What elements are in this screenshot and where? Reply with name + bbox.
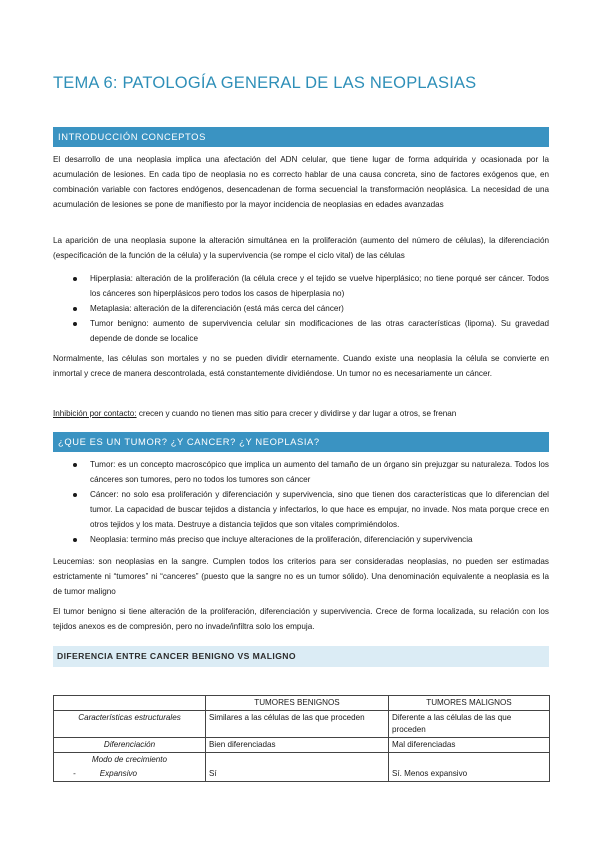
comparison-table: [53, 695, 550, 782]
section-heading-diferencia: DIFERENCIA ENTRE CANCER BENIGNO VS MALIGNO: [53, 646, 549, 667]
table-row-label: [54, 753, 206, 782]
table-cell: Mal diferenciadas: [389, 738, 550, 753]
document-title: TEMA 6: PATOLOGÍA GENERAL DE LAS NEOPLASIAS: [53, 74, 477, 92]
table-row-label: Características estructurales: [54, 711, 206, 738]
list-item: Hiperplasia: alteración de la proliferación (la célula crece y el tejido se vuelve hiperplásico; no tiene porqué ser cáncer. Todos los cánceres son hiperplásicos pero todos los casos de hiperplasia no): [53, 272, 549, 302]
intro-paragraph-4: Inhibición por contacto: crecen y cuando no tienen mas sitio para crecer y dividirse y dar lugar a otros, se frenan: [53, 409, 457, 418]
bullet-icon: [73, 322, 77, 326]
table-header-row: [54, 696, 550, 711]
table-row: [54, 711, 550, 738]
list-item: Tumor: es un concepto macroscópico que implica un aumento del tamaño de un órgano sin prejuzgar su naturaleza. Todos los cánceres son tumores, pero no todos los tumores son cáncer: [53, 458, 549, 488]
table-cell: Bien diferenciadas: [206, 738, 389, 753]
list-item: Neoplasia: termino más preciso que incluye alteraciones de la proliferación, diferenciación y supervivencia: [53, 533, 549, 548]
que-es-bullet-list: [53, 458, 549, 547]
table-cell: Sí: [206, 753, 389, 782]
intro-paragraph-2: La aparición de una neoplasia supone la alteración simultánea en la proliferación (aumento del número de células), la diferenciación (especificación de la función de la célula) y la supervivencia (se rompe el ciclo vital) de las células: [53, 236, 549, 260]
table-row-label-main: Modo de crecimiento: [91, 755, 168, 764]
list-item: Metaplasia: alteración de la diferenciación (está más cerca del cáncer): [53, 302, 549, 317]
dash-marker: -: [73, 769, 76, 778]
bullet-icon: [73, 307, 77, 311]
que-es-paragraph-2: El tumor benigno si tiene alteración de la proliferación, diferenciación y supervivencia. Crece de forma localizada, su relación con los tejidos anexos es de compresión, pero no invade/infiltra solo los empuja.: [53, 607, 549, 631]
section-heading-intro: INTRODUCCIÓN CONCEPTOS: [53, 127, 549, 147]
table-cell: Similares a las células de las que proceden: [206, 711, 389, 738]
list-item: Tumor benigno: aumento de supervivencia celular sin modificaciones de las otras características (lipoma). Su gravedad depende de donde se localice: [53, 317, 549, 347]
bullet-icon: [73, 493, 77, 497]
table-cell: Sí. Menos expansivo: [389, 753, 550, 782]
bullet-icon: [73, 277, 77, 281]
bullet-icon: [73, 463, 77, 467]
section-heading-que-es: ¿QUE ES UN TUMOR? ¿Y CANCER? ¿Y NEOPLASIA?: [53, 432, 549, 452]
bullet-icon: [73, 538, 77, 542]
table-row-label: Diferenciación: [54, 738, 206, 753]
intro-paragraph-3: Normalmente, las células son mortales y no se pueden dividir eternamente. Cuando existe una neoplasia la célula se convierte en inmortal y crece de manera descontrolada, está constantemente dividiéndose. Un tumor no es necesariamente un cáncer.: [53, 354, 549, 378]
intro-paragraph-1: El desarrollo de una neoplasia implica una afectación del ADN celular, que tiene lugar de forma adquirida y ocasionada por la acumulación de lesiones. En cada tipo de neoplasia no es correcto hablar de una causa concreta, sino de factores exógenos que, en combinación variable con factores endógenos, desencadenan de forma secuencial la transformación neoplásica. La necesidad de una acumulación de lesiones se pone de manifiesto por la mayor incidencia de neoplasias en edades avanzadas: [53, 155, 549, 209]
table-cell: Diferente a las células de las que proceden: [389, 711, 550, 738]
table-row: [54, 753, 550, 782]
table-header-malign: TUMORES MALIGNOS: [389, 696, 550, 711]
list-item: Cáncer: no solo esa proliferación y diferenciación y supervivencia, sino que tienen dos características que lo diferencian del tumor. La capacidad de buscar tejidos a distancia y infectarlos, lo que hace es empujar, no invade. Nos mata porque crece en otros tejidos y los mata. Destruye a distancia tejidos que son vitales comprimiéndolos.: [53, 488, 549, 533]
table-row: [54, 738, 550, 753]
que-es-paragraph-1: Leucemias: son neoplasias en la sangre. Cumplen todos los criterios para ser consideradas neoplasias, no pueden ser estimadas estrictamente ni “tumores” ni “canceres” (puesto que la sangre no es un tumor sólido). Una denominación equivalente a neoplasia es la de tumor maligno: [53, 557, 549, 596]
table-row-sublabel: - Expansivo: [73, 769, 138, 778]
table-header-benign: TUMORES BENIGNOS: [206, 696, 389, 711]
term-underlined: Inhibición por contacto:: [53, 409, 137, 418]
table-cell-empty: [54, 696, 206, 711]
intro-bullet-list: [53, 272, 549, 347]
